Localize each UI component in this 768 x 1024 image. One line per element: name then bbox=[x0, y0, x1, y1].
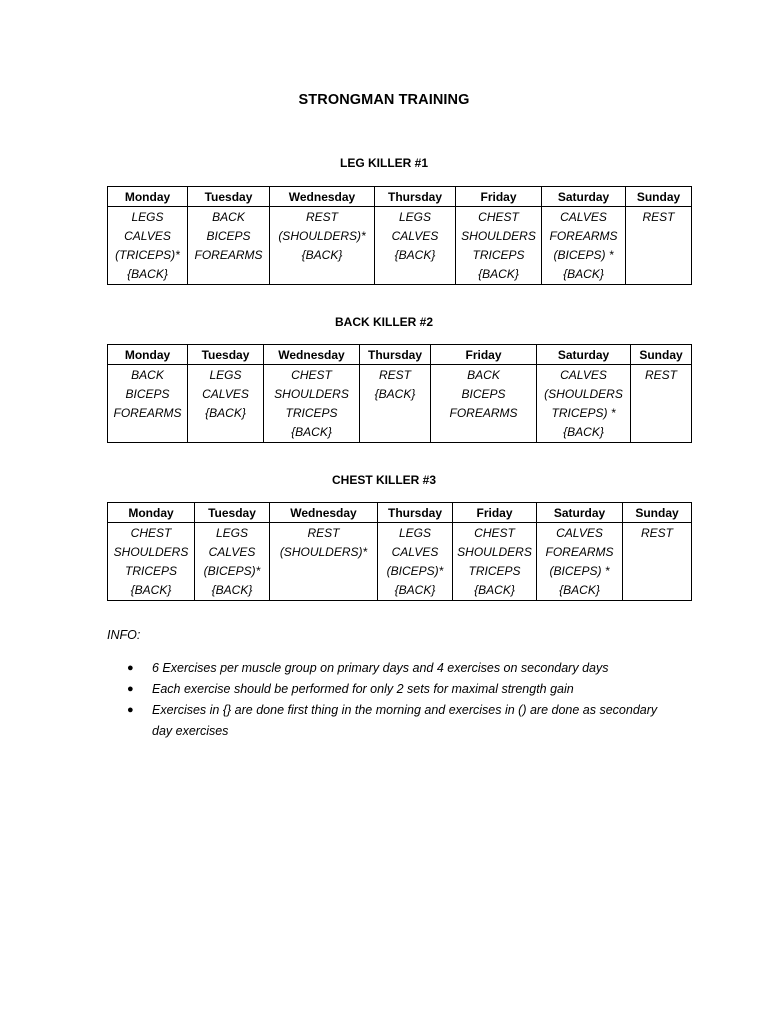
exercise-line: FOREARMS bbox=[113, 406, 182, 420]
schedule-table-chest-killer bbox=[107, 502, 692, 601]
exercise-line: REST bbox=[644, 368, 677, 382]
exercise-line: {BACK} bbox=[563, 425, 604, 439]
table-row bbox=[108, 365, 692, 443]
day-header-saturday: Saturday bbox=[537, 345, 631, 365]
day-header-monday: Monday bbox=[108, 503, 195, 523]
exercise-line: CHEST bbox=[130, 526, 172, 540]
exercise-line: TRICEPS bbox=[468, 564, 521, 578]
day-cell-thursday bbox=[378, 523, 453, 601]
day-cell-friday bbox=[453, 523, 537, 601]
day-cell-friday bbox=[431, 365, 537, 443]
exercise-line: CALVES bbox=[391, 545, 439, 559]
exercise-line: {BACK} bbox=[478, 267, 519, 281]
day-cell-monday bbox=[108, 365, 188, 443]
day-header-tuesday: Tuesday bbox=[188, 345, 264, 365]
exercise-line: LEGS bbox=[398, 526, 431, 540]
day-cell-thursday bbox=[360, 365, 431, 443]
exercise-line: TRICEPS) * bbox=[551, 406, 616, 420]
table-title-leg-killer: LEG KILLER #1 bbox=[339, 156, 428, 170]
day-header-sunday: Sunday bbox=[631, 345, 692, 365]
day-header-wednesday: Wednesday bbox=[270, 187, 375, 207]
table-title-back-killer: BACK KILLER #2 bbox=[334, 315, 433, 329]
exercise-line: CALVES bbox=[560, 210, 607, 224]
exercise-line: {BACK} bbox=[211, 583, 253, 597]
exercise-line: {BACK} bbox=[394, 583, 436, 597]
exercise-line: TRICEPS bbox=[124, 564, 177, 578]
day-cell-thursday bbox=[375, 207, 456, 285]
exercise-line: SHOULDERS bbox=[113, 545, 189, 559]
schedule-table-back-killer bbox=[107, 344, 692, 443]
table-row bbox=[108, 523, 692, 601]
day-header-sunday: Sunday bbox=[623, 503, 692, 523]
exercise-line: {BACK} bbox=[563, 267, 604, 281]
exercise-line: (BICEPS)* bbox=[386, 564, 444, 578]
day-cell-sunday bbox=[623, 523, 692, 601]
day-header-friday: Friday bbox=[453, 503, 537, 523]
exercise-line: BACK bbox=[212, 210, 245, 224]
info-item-text: Exercises in {} are done first thing in the morning and exercises in () are done as secondary day exercises bbox=[152, 703, 658, 738]
day-header-thursday: Thursday bbox=[378, 503, 453, 523]
day-header-tuesday: Tuesday bbox=[195, 503, 270, 523]
exercise-line: (SHOULDERS)* bbox=[279, 545, 368, 559]
day-header-thursday: Thursday bbox=[375, 187, 456, 207]
day-cell-wednesday bbox=[270, 207, 375, 285]
exercise-line: CHEST bbox=[474, 526, 515, 540]
exercise-line: REST bbox=[640, 526, 673, 540]
exercise-line: {BACK} bbox=[374, 387, 416, 401]
day-cell-sunday bbox=[626, 207, 692, 285]
exercise-line: LEGS bbox=[131, 210, 164, 224]
exercise-line: BICEPS bbox=[206, 229, 251, 243]
schedule-table-leg-killer bbox=[107, 186, 692, 285]
header-row bbox=[108, 503, 692, 523]
day-header-saturday: Saturday bbox=[537, 503, 623, 523]
page-title: STRONGMAN TRAINING bbox=[298, 92, 470, 108]
exercise-line: {BACK} bbox=[559, 583, 600, 597]
exercise-line: FOREARMS bbox=[194, 248, 263, 262]
exercise-line: (TRICEPS)* bbox=[115, 248, 180, 262]
exercise-line: LEGS bbox=[398, 210, 431, 224]
exercise-line: FOREARMS bbox=[449, 406, 518, 420]
exercise-line: TRICEPS bbox=[472, 248, 525, 262]
day-header-thursday: Thursday bbox=[360, 345, 431, 365]
exercise-line: CALVES bbox=[124, 229, 171, 243]
bullet-icon: ● bbox=[127, 683, 134, 695]
info-item bbox=[107, 658, 667, 679]
day-header-saturday: Saturday bbox=[542, 187, 626, 207]
day-header-wednesday: Wednesday bbox=[264, 345, 360, 365]
day-header-monday: Monday bbox=[108, 345, 188, 365]
exercise-line: BACK bbox=[467, 368, 500, 382]
exercise-line: {BACK} bbox=[205, 406, 246, 420]
exercise-line: SHOULDERS bbox=[461, 229, 536, 243]
exercise-line: CALVES bbox=[560, 368, 607, 382]
exercise-line: LEGS bbox=[215, 526, 248, 540]
day-header-friday: Friday bbox=[431, 345, 537, 365]
bullet-icon: ● bbox=[127, 662, 134, 674]
info-item-text: 6 Exercises per muscle group on primary days and 4 exercises on secondary days bbox=[152, 661, 609, 675]
exercise-line: FOREARMS bbox=[545, 545, 614, 559]
exercise-line: BICEPS bbox=[461, 387, 506, 401]
exercise-line: CHEST bbox=[478, 210, 519, 224]
day-cell-saturday bbox=[542, 207, 626, 285]
day-cell-tuesday bbox=[188, 365, 264, 443]
table-title-chest-killer: CHEST KILLER #3 bbox=[331, 473, 436, 487]
info-list bbox=[107, 658, 667, 742]
day-cell-tuesday bbox=[188, 207, 270, 285]
header-row bbox=[108, 345, 692, 365]
exercise-line: SHOULDERS bbox=[457, 545, 532, 559]
header-row bbox=[108, 187, 692, 207]
day-header-friday: Friday bbox=[456, 187, 542, 207]
exercise-line: {BACK} bbox=[130, 583, 172, 597]
exercise-line: REST bbox=[642, 210, 675, 224]
exercise-line: REST bbox=[305, 210, 338, 224]
day-cell-sunday bbox=[631, 365, 692, 443]
exercise-line: {BACK} bbox=[474, 583, 515, 597]
exercise-line: (SHOULDERS bbox=[544, 387, 623, 401]
exercise-line: CALVES bbox=[391, 229, 439, 243]
exercise-line: {BACK} bbox=[291, 425, 332, 439]
day-cell-monday bbox=[108, 523, 195, 601]
day-cell-monday bbox=[108, 207, 188, 285]
day-cell-wednesday bbox=[264, 365, 360, 443]
exercise-line: CHEST bbox=[291, 368, 332, 382]
exercise-line: BACK bbox=[131, 368, 164, 382]
info-item bbox=[107, 700, 667, 741]
exercise-line: FOREARMS bbox=[549, 229, 618, 243]
exercise-line: LEGS bbox=[209, 368, 242, 382]
exercise-line: REST bbox=[307, 526, 340, 540]
exercise-line: {BACK} bbox=[394, 248, 436, 262]
info-item-text: Each exercise should be performed for only 2 sets for maximal strength gain bbox=[152, 682, 574, 696]
exercise-line: (BICEPS) * bbox=[553, 248, 614, 262]
exercise-line: (BICEPS) * bbox=[549, 564, 610, 578]
day-cell-tuesday bbox=[195, 523, 270, 601]
bullet-icon: ● bbox=[127, 704, 134, 716]
exercise-line: CALVES bbox=[208, 545, 256, 559]
day-cell-friday bbox=[456, 207, 542, 285]
exercise-line: REST bbox=[378, 368, 411, 382]
exercise-line: (SHOULDERS)* bbox=[278, 229, 366, 243]
exercise-line: CALVES bbox=[202, 387, 249, 401]
day-header-monday: Monday bbox=[108, 187, 188, 207]
exercise-line: BICEPS bbox=[125, 387, 170, 401]
exercise-line: CALVES bbox=[556, 526, 603, 540]
exercise-line: TRICEPS bbox=[285, 406, 338, 420]
table-row bbox=[108, 207, 692, 285]
exercise-line: {BACK} bbox=[301, 248, 343, 262]
day-cell-wednesday bbox=[270, 523, 378, 601]
day-header-wednesday: Wednesday bbox=[270, 503, 378, 523]
day-cell-saturday bbox=[537, 365, 631, 443]
day-header-tuesday: Tuesday bbox=[188, 187, 270, 207]
exercise-line: (BICEPS)* bbox=[203, 564, 261, 578]
info-item bbox=[107, 679, 667, 700]
exercise-line: SHOULDERS bbox=[274, 387, 349, 401]
day-cell-saturday bbox=[537, 523, 623, 601]
day-header-sunday: Sunday bbox=[626, 187, 692, 207]
info-heading: INFO: bbox=[107, 628, 141, 642]
exercise-line: {BACK} bbox=[127, 267, 168, 281]
